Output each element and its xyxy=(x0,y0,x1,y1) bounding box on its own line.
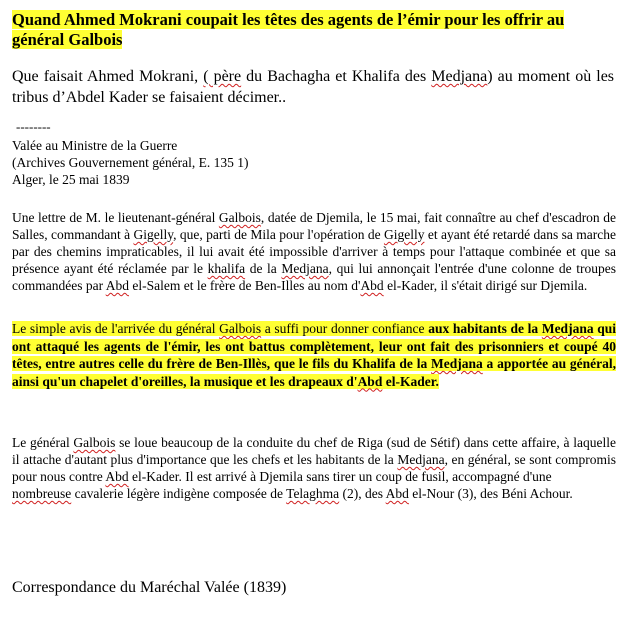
intro-text: Que faisait Ahmed Mokrani, xyxy=(12,68,204,85)
title-highlight: Quand Ahmed Mokrani coupait les têtes des agents de l’émir pour les offrir au général Galbois xyxy=(12,10,565,49)
highlight-span: Le simple avis de l'arrivée du général Galbois a suffi pour donner confiance aux habitants de la Medjana qui ont attaqué les agents de l'émir, les ont battus complètement, leur ont fait des prisonniers et coupé 40 têtes, entre autres celle du frère de Ben-Illès, que le fils du Khalifa de la Medjana a apportée au général, ainsi qu'un chapelet d'oreilles, la musique et les drapeaux d'Abd el-Kader. xyxy=(12,321,617,389)
footer-citation: Correspondance du Maréchal Valée (1839) xyxy=(12,579,287,596)
source-block xyxy=(12,137,612,188)
paragraph-conduct: Le général Galbois se loue beaucoup de la conduite du chef de Riga (sud de Sétif) dans cette affaire, à laquelle il attache d'autant plus d'importance que les chefs et les habitants de la Medjana, en général, se sont compromis pour nous contre Abd el-Kader. Il est arrivé à Djemila sans tirer un coup de fusil, accompagné d'une nombreuse cavalerie légère indigène composée de Telaghma (2), des Abd el-Nour (3), des Béni Achour. xyxy=(12,435,616,501)
paragraph-highlighted xyxy=(12,320,616,390)
source-line: (Archives Gouvernement général, E. 135 1) xyxy=(12,155,249,170)
intro-text: du Bachagha et Khalifa des xyxy=(241,68,432,85)
source-line: Alger, le 25 mai 1839 xyxy=(12,172,130,187)
intro-paragraph xyxy=(12,66,614,108)
document-title xyxy=(12,10,612,50)
paragraph-letter: Une lettre de M. le lieutenant-général Galbois, datée de Djemila, le 15 mai, fait connaître au chef d'escadron de Salles, commandant à Gigelly, que, parti de Mila pour l'opération de Gigelly et ayant été retardé dans sa marche par des chemins impraticables, il lui avait été impossible d'arriver à temps pour l'attaque combinée et que sa présence ayant été réclamée par le khalifa de la Medjana, qui lui annonçait l'entrée d'une colonne de troupes commandées par Abd el-Salem et le frère de Ben-Illes au nom d'Abd el-Kader, il s'était dirigé sur Djemila. xyxy=(12,210,617,293)
intro-text-flagged: Medjana xyxy=(431,68,488,85)
separator: -------- xyxy=(16,119,51,134)
intro-text-flagged: ( père xyxy=(203,68,242,85)
source-line: Valée au Ministre de la Guerre xyxy=(12,138,178,153)
intro-text: ) au moment où les tribus d’Abdel Kader se faisaient décimer.. xyxy=(12,68,615,106)
